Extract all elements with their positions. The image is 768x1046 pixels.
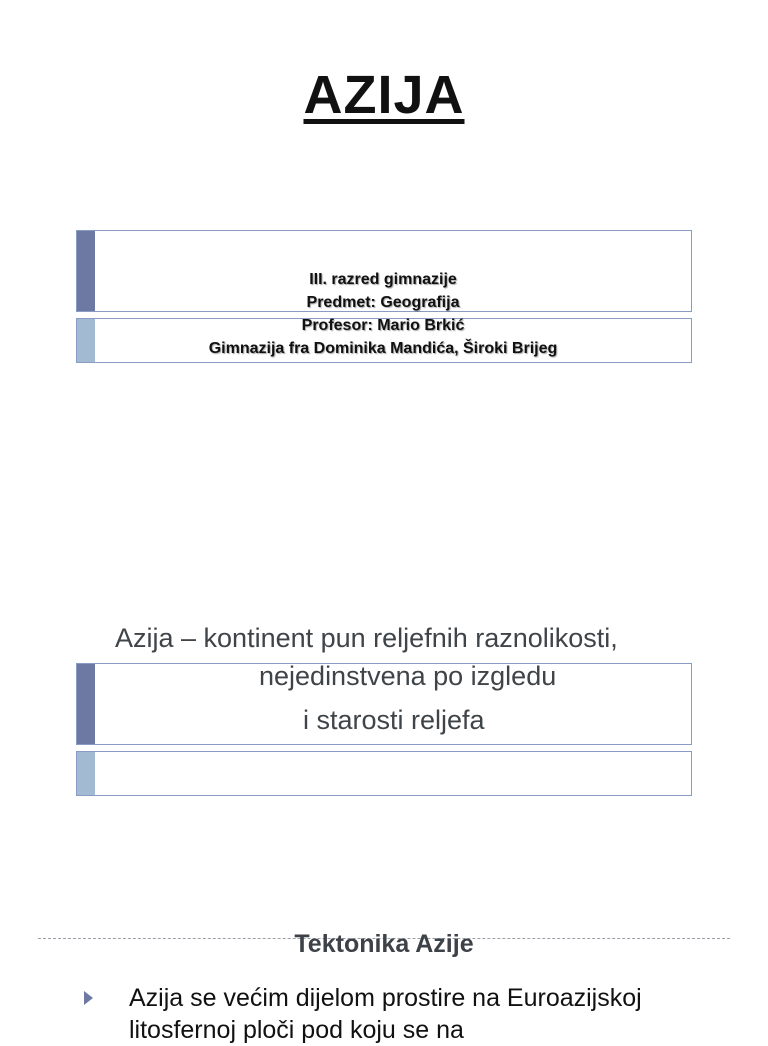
slide-title: AZIJA [303, 65, 465, 125]
band-accent [77, 664, 95, 744]
slide2-line-1: Azija – kontinent pun reljefnih raznolikosti, [115, 623, 618, 653]
slide3-heading: Tektonika Azije [294, 930, 474, 958]
slide2-band-bottom [76, 751, 692, 796]
subtitle-line-teacher: Profesor: Mario Brkić [301, 317, 465, 334]
slide-subtitle [76, 268, 690, 360]
subtitle-line-class: III. razred gimnazije [309, 271, 457, 288]
slide2-line-2: nejedinstvena po izgledu [259, 661, 557, 691]
subtitle-line-school: Gimnazija fra Dominika Mandića, Široki Brijeg [208, 340, 558, 357]
slide2-line-3: i starosti reljefa [303, 705, 485, 735]
slide3-bullet: Azija se većim dijelom prostire na Euroazijskoj litosfernoj ploči pod koju se na [129, 984, 642, 1044]
band-accent [77, 752, 95, 795]
subtitle-line-subject: Predmet: Geografija [306, 294, 460, 311]
bullet-arrow-icon [84, 991, 93, 1005]
